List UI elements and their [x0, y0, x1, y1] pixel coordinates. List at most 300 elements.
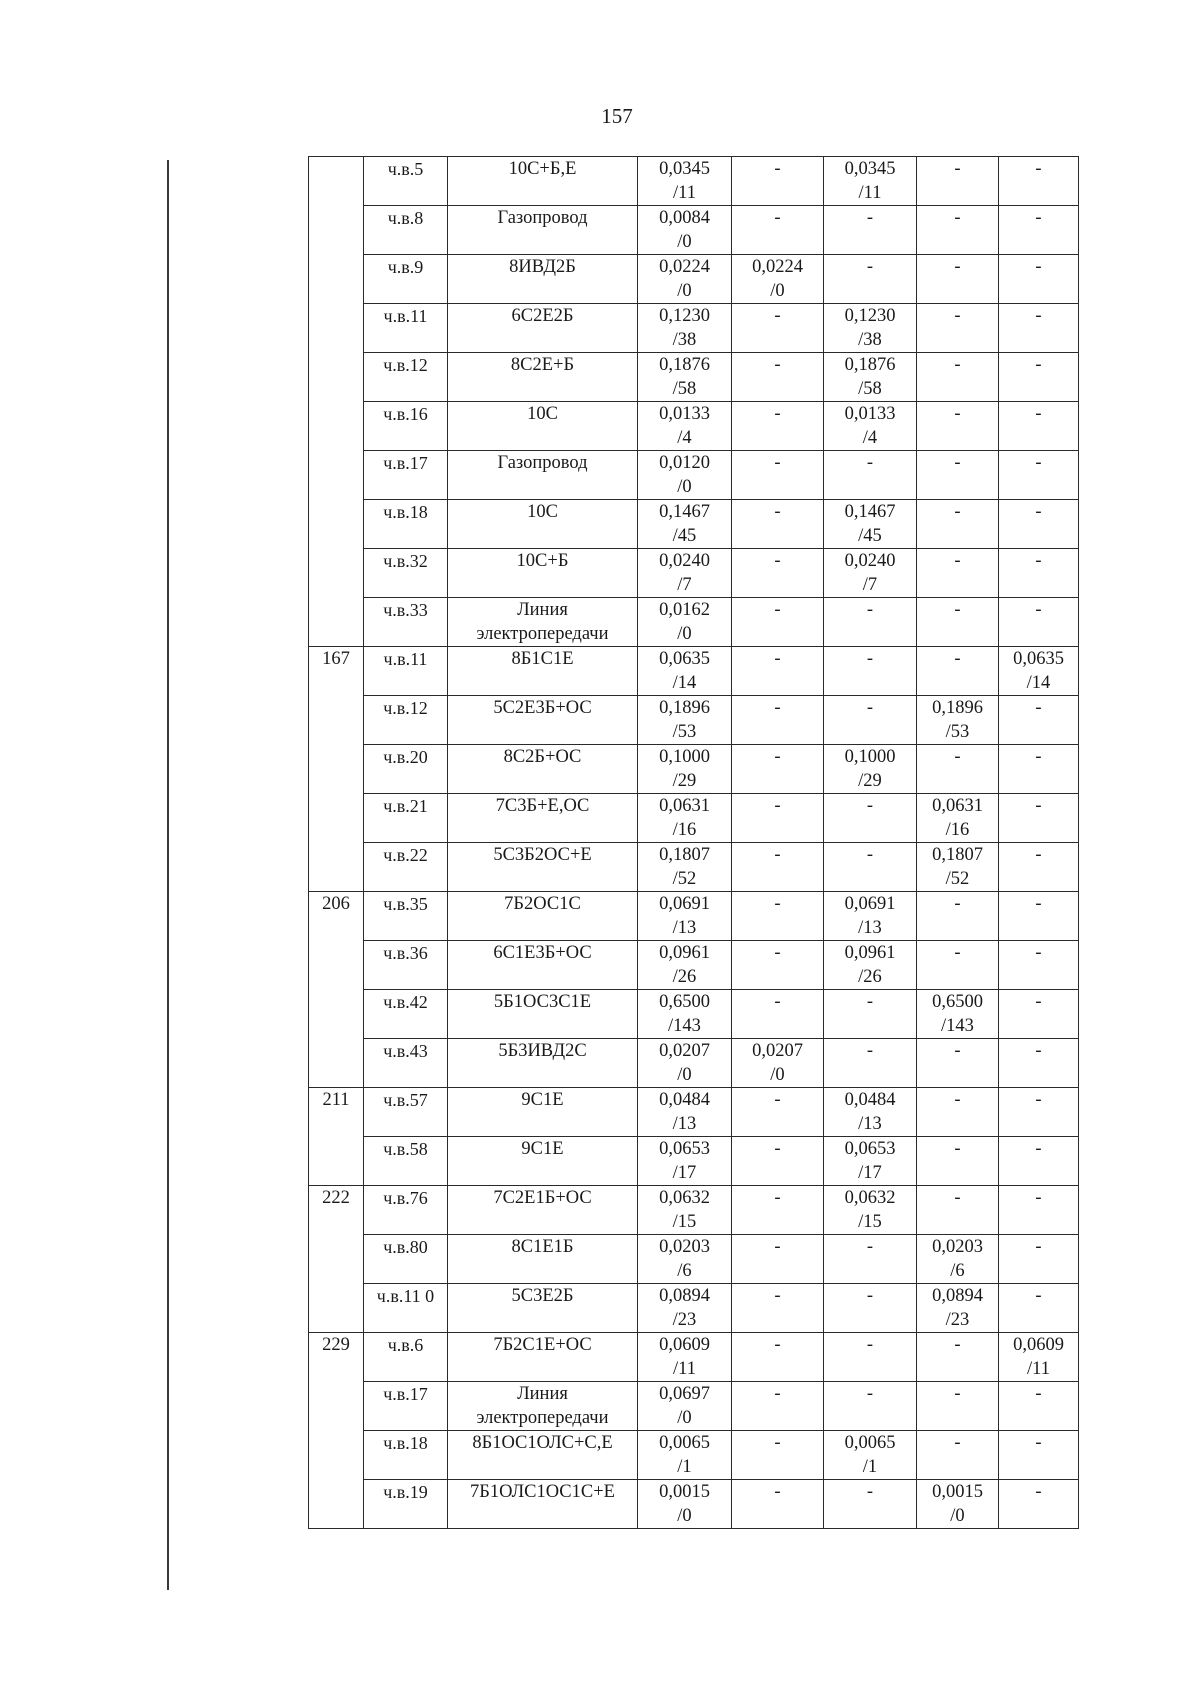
volume-value: /6: [950, 1261, 965, 1281]
composition-cell: 8ИВД2Б: [448, 255, 638, 304]
volume-value: /15: [858, 1212, 882, 1232]
category-1-cell: [732, 451, 824, 500]
area-value: 0,0203: [932, 1237, 983, 1257]
category-3-cell: [917, 1235, 999, 1284]
category-4-cell: [999, 1333, 1079, 1382]
composition-cell: 5С3Б2ОС+Е: [448, 843, 638, 892]
total-area-cell: [638, 402, 732, 451]
volume-value: /0: [770, 281, 785, 301]
category-3-cell: [917, 206, 999, 255]
area-value: 0,0697: [659, 1384, 710, 1404]
volume-value: /0: [677, 624, 692, 644]
category-3-cell: [917, 1186, 999, 1235]
plot-id-cell: ч.в.42: [364, 990, 448, 1039]
composition-cell: 10С: [448, 500, 638, 549]
area-value: -: [1035, 1384, 1042, 1404]
category-1-cell: [732, 696, 824, 745]
area-value: -: [954, 355, 961, 375]
plot-id-cell: ч.в.12: [364, 353, 448, 402]
category-3-cell: [917, 647, 999, 696]
volume-value: /23: [945, 1310, 970, 1330]
category-2-cell: [824, 255, 917, 304]
area-value: 0,0345: [659, 159, 710, 179]
total-area-cell: [638, 255, 732, 304]
volume-value: /26: [858, 967, 882, 987]
area-value: -: [954, 208, 961, 228]
area-value: 0,0240: [659, 551, 710, 571]
category-2-cell: [824, 1235, 917, 1284]
area-value: -: [954, 1188, 961, 1208]
total-area-cell: [638, 1137, 732, 1186]
area-value: -: [954, 453, 961, 473]
category-2-cell: [824, 941, 917, 990]
category-1-cell: [732, 990, 824, 1039]
plot-id-cell: ч.в.9: [364, 255, 448, 304]
category-4-cell: [999, 1382, 1079, 1431]
area-value: -: [774, 992, 781, 1012]
plot-id-cell: ч.в.17: [364, 1382, 448, 1431]
composition-cell: 7Б1ОЛС1ОС1С+Е: [448, 1480, 638, 1529]
category-1-cell: [732, 1088, 824, 1137]
category-2-cell: [824, 1480, 917, 1529]
area-value: -: [954, 747, 961, 767]
volume-value: /52: [945, 869, 970, 889]
forest-plot-table: [308, 156, 1079, 1529]
area-value: -: [774, 747, 781, 767]
area-value: 0,0224: [659, 257, 710, 277]
volume-value: /11: [673, 183, 696, 203]
category-3-cell: [917, 1284, 999, 1333]
area-value: -: [1035, 1188, 1042, 1208]
area-value: 0,0133: [659, 404, 710, 424]
volume-value: /7: [677, 575, 692, 595]
area-value: -: [774, 698, 781, 718]
category-1-cell: [732, 843, 824, 892]
category-4-cell: [999, 843, 1079, 892]
area-value: -: [774, 1237, 781, 1257]
volume-value: /13: [858, 918, 882, 938]
category-1-cell: [732, 1284, 824, 1333]
category-2-cell: [824, 1382, 917, 1431]
volume-value: /14: [1026, 673, 1051, 693]
volume-value: /11: [1027, 1359, 1050, 1379]
category-4-cell: [999, 304, 1079, 353]
category-4-cell: [999, 1235, 1079, 1284]
area-value: -: [1035, 992, 1042, 1012]
area-value: 0,0894: [932, 1286, 983, 1306]
composition-cell: 5С3Е2Б: [448, 1284, 638, 1333]
plot-id-cell: ч.в.21: [364, 794, 448, 843]
plot-id-cell: ч.в.19: [364, 1480, 448, 1529]
area-value: -: [1035, 453, 1042, 473]
category-1-cell: [732, 1137, 824, 1186]
volume-value: /53: [945, 722, 970, 742]
category-4-cell: [999, 255, 1079, 304]
category-2-cell: [824, 451, 917, 500]
category-1-cell: [732, 745, 824, 794]
category-3-cell: [917, 1431, 999, 1480]
total-area-cell: [638, 892, 732, 941]
area-value: -: [774, 1482, 781, 1502]
area-value: -: [866, 992, 874, 1012]
category-3-cell: [917, 745, 999, 794]
total-area-cell: [638, 304, 732, 353]
area-value: -: [866, 698, 874, 718]
area-value: -: [866, 257, 874, 277]
category-3-cell: [917, 500, 999, 549]
total-area-cell: [638, 500, 732, 549]
quarter-number-cell: 229: [309, 1333, 364, 1529]
plot-id-cell: ч.в.20: [364, 745, 448, 794]
area-value: 0,1467: [659, 502, 710, 522]
category-3-cell: [917, 402, 999, 451]
area-value: 0,1000: [659, 747, 710, 767]
area-value: 0,0609: [1013, 1335, 1064, 1355]
area-value: -: [774, 943, 781, 963]
area-value: -: [774, 1188, 781, 1208]
volume-value: /53: [672, 722, 697, 742]
category-4-cell: [999, 1088, 1079, 1137]
volume-value: /6: [677, 1261, 692, 1281]
area-value: -: [1035, 1139, 1042, 1159]
total-area-cell: [638, 598, 732, 647]
volume-value: /0: [677, 477, 692, 497]
total-area-cell: [638, 843, 732, 892]
category-4-cell: [999, 794, 1079, 843]
category-3-cell: [917, 1137, 999, 1186]
volume-value: /16: [672, 820, 697, 840]
category-1-cell: [732, 647, 824, 696]
area-value: -: [954, 551, 961, 571]
area-value: 0,0484: [659, 1090, 710, 1110]
table-row: [309, 157, 1079, 206]
area-value: -: [866, 453, 874, 473]
volume-value: /13: [672, 1114, 697, 1134]
table-row: [309, 353, 1079, 402]
area-value: -: [1035, 208, 1042, 228]
table-row: [309, 402, 1079, 451]
area-value: -: [954, 649, 961, 669]
category-1-cell: [732, 304, 824, 353]
table-row: [309, 843, 1079, 892]
quarter-number-cell: 167: [309, 647, 364, 892]
plot-id-cell: ч.в.6: [364, 1333, 448, 1382]
area-value: -: [1035, 600, 1042, 620]
table-row: [309, 549, 1079, 598]
area-value: -: [774, 355, 781, 375]
area-value: 0,1896: [659, 698, 710, 718]
total-area-cell: [638, 1431, 732, 1480]
area-value: -: [1035, 796, 1042, 816]
composition-cell: 5С2Е3Б+ОС: [448, 696, 638, 745]
total-area-cell: [638, 990, 732, 1039]
volume-value: /1: [862, 1457, 878, 1477]
area-value: -: [1035, 1433, 1042, 1453]
area-value: -: [1035, 1286, 1042, 1306]
composition-cell: 7С3Б+Е,ОС: [448, 794, 638, 843]
area-value: -: [954, 306, 961, 326]
area-value: -: [866, 1286, 874, 1306]
composition-cell: 7Б2С1Е+ОС: [448, 1333, 638, 1382]
composition-cell: 10С+Б,Е: [448, 157, 638, 206]
area-value: -: [1035, 355, 1042, 375]
area-value: 0,0345: [844, 159, 896, 179]
area-value: 0,0632: [659, 1188, 710, 1208]
area-value: -: [1035, 894, 1042, 914]
category-4-cell: [999, 1480, 1079, 1529]
plot-id-cell: ч.в.32: [364, 549, 448, 598]
area-value: -: [1035, 1237, 1042, 1257]
category-2-cell: [824, 598, 917, 647]
category-1-cell: [732, 402, 824, 451]
category-1-cell: [732, 1333, 824, 1382]
composition-cell: 10С: [448, 402, 638, 451]
area-value: 0,1807: [659, 845, 710, 865]
area-value: -: [1035, 257, 1042, 277]
area-value: 0,0015: [932, 1482, 983, 1502]
category-1-cell: [732, 892, 824, 941]
area-value: 0,0207: [659, 1041, 710, 1061]
total-area-cell: [638, 941, 732, 990]
volume-value: /0: [677, 1506, 692, 1526]
area-value: 0,1467: [844, 502, 896, 522]
area-value: -: [1035, 845, 1042, 865]
composition-cell: 8С1Е1Б: [448, 1235, 638, 1284]
category-1-cell: [732, 1186, 824, 1235]
area-value: 0,0691: [659, 894, 710, 914]
volume-value: /11: [858, 183, 882, 203]
area-value: -: [954, 1041, 961, 1061]
category-4-cell: [999, 745, 1079, 794]
category-3-cell: [917, 941, 999, 990]
area-value: -: [954, 159, 961, 179]
area-value: -: [774, 600, 781, 620]
area-value: 0,0065: [844, 1433, 896, 1453]
category-1-cell: [732, 941, 824, 990]
area-value: -: [774, 1090, 781, 1110]
category-1-cell: [732, 1480, 824, 1529]
volume-value: /38: [858, 330, 882, 350]
area-value: -: [774, 159, 781, 179]
area-value: -: [866, 649, 874, 669]
category-3-cell: [917, 843, 999, 892]
total-area-cell: [638, 1333, 732, 1382]
volume-value: /26: [672, 967, 697, 987]
category-4-cell: [999, 451, 1079, 500]
table-row: [309, 1039, 1079, 1088]
area-value: -: [866, 1237, 874, 1257]
category-1-cell: [732, 1431, 824, 1480]
total-area-cell: [638, 549, 732, 598]
table-row: [309, 206, 1079, 255]
volume-value: /0: [677, 281, 692, 301]
table-row: [309, 794, 1079, 843]
area-value: 0,0631: [932, 796, 983, 816]
plot-id-cell: ч.в.33: [364, 598, 448, 647]
area-value: -: [866, 600, 874, 620]
volume-value: /38: [672, 330, 697, 350]
category-2-cell: [824, 402, 917, 451]
category-2-cell: [824, 1186, 917, 1235]
category-4-cell: [999, 1186, 1079, 1235]
volume-value: /11: [673, 1359, 696, 1379]
volume-value: /29: [858, 771, 882, 791]
plot-id-cell: ч.в.35: [364, 892, 448, 941]
table-row: [309, 1284, 1079, 1333]
area-value: 0,0484: [844, 1090, 896, 1110]
category-3-cell: [917, 1480, 999, 1529]
plot-id-cell: ч.в.12: [364, 696, 448, 745]
area-value: -: [866, 1335, 874, 1355]
area-value: -: [1035, 943, 1042, 963]
area-value: 0,1807: [932, 845, 983, 865]
category-2-cell: [824, 304, 917, 353]
table-row: [309, 255, 1079, 304]
category-2-cell: [824, 892, 917, 941]
area-value: -: [774, 796, 781, 816]
margin-line: [167, 160, 169, 1590]
area-value: 0,6500: [932, 992, 983, 1012]
category-4-cell: [999, 206, 1079, 255]
composition-cell: 8С2Е+Б: [448, 353, 638, 402]
area-value: 0,6500: [659, 992, 710, 1012]
quarter-number-cell: [309, 157, 364, 647]
area-value: -: [774, 649, 781, 669]
area-value: -: [774, 502, 781, 522]
area-value: -: [774, 208, 781, 228]
table-row: [309, 1480, 1079, 1529]
volume-value: /0: [677, 1065, 692, 1085]
area-value: -: [774, 1139, 781, 1159]
plot-id-cell: ч.в.11 0: [364, 1284, 448, 1333]
area-value: -: [774, 1433, 781, 1453]
table-row: [309, 696, 1079, 745]
category-4-cell: [999, 1137, 1079, 1186]
category-2-cell: [824, 500, 917, 549]
category-1-cell: [732, 1039, 824, 1088]
volume-value: /17: [672, 1163, 697, 1183]
plot-id-cell: ч.в.58: [364, 1137, 448, 1186]
area-value: -: [1035, 1041, 1042, 1061]
area-value: 0,1876: [844, 355, 896, 375]
category-3-cell: [917, 304, 999, 353]
table-row: [309, 1333, 1079, 1382]
volume-value: /1: [677, 1457, 692, 1477]
area-value: 0,1896: [932, 698, 983, 718]
total-area-cell: [638, 647, 732, 696]
composition-cell: 10С+Б: [448, 549, 638, 598]
table-row: [309, 1382, 1079, 1431]
area-value: -: [1035, 698, 1042, 718]
category-2-cell: [824, 794, 917, 843]
composition-cell: 6С1Е3Б+ОС: [448, 941, 638, 990]
category-4-cell: [999, 1431, 1079, 1480]
area-value: 0,0961: [659, 943, 710, 963]
table-row: [309, 990, 1079, 1039]
area-value: 0,0653: [659, 1139, 710, 1159]
category-2-cell: [824, 353, 917, 402]
composition-cell: 8Б1С1Е: [448, 647, 638, 696]
area-value: -: [774, 306, 781, 326]
area-value: 0,1230: [659, 306, 710, 326]
table-body: [309, 157, 1079, 1529]
category-3-cell: [917, 549, 999, 598]
table-row: [309, 1235, 1079, 1284]
area-value: -: [954, 1335, 961, 1355]
plot-id-cell: ч.в.18: [364, 1431, 448, 1480]
area-value: -: [954, 1384, 961, 1404]
area-value: -: [954, 257, 961, 277]
composition-cell: Газопровод: [448, 451, 638, 500]
table-row: [309, 892, 1079, 941]
table-row: [309, 941, 1079, 990]
area-value: -: [774, 1335, 781, 1355]
table-row: [309, 1431, 1079, 1480]
area-value: -: [954, 943, 961, 963]
category-3-cell: [917, 353, 999, 402]
area-value: -: [954, 404, 961, 424]
area-value: 0,0635: [659, 649, 710, 669]
total-area-cell: [638, 1284, 732, 1333]
category-4-cell: [999, 696, 1079, 745]
plot-id-cell: ч.в.8: [364, 206, 448, 255]
area-value: 0,0631: [659, 796, 710, 816]
composition-cell: 7Б2ОС1С: [448, 892, 638, 941]
area-value: 0,0084: [659, 208, 710, 228]
area-value: -: [954, 600, 961, 620]
area-value: -: [1035, 1482, 1042, 1502]
category-1-cell: [732, 255, 824, 304]
volume-value: /7: [862, 575, 878, 595]
plot-id-cell: ч.в.43: [364, 1039, 448, 1088]
category-3-cell: [917, 1088, 999, 1137]
category-2-cell: [824, 843, 917, 892]
area-value: -: [866, 1482, 874, 1502]
total-area-cell: [638, 1382, 732, 1431]
total-area-cell: [638, 1039, 732, 1088]
category-2-cell: [824, 206, 917, 255]
area-value: 0,1000: [844, 747, 896, 767]
category-2-cell: [824, 549, 917, 598]
category-4-cell: [999, 500, 1079, 549]
area-value: 0,0162: [659, 600, 710, 620]
category-3-cell: [917, 696, 999, 745]
category-1-cell: [732, 206, 824, 255]
category-2-cell: [824, 696, 917, 745]
category-1-cell: [732, 598, 824, 647]
total-area-cell: [638, 745, 732, 794]
area-value: 0,0961: [844, 943, 896, 963]
area-value: -: [954, 1139, 961, 1159]
total-area-cell: [638, 1088, 732, 1137]
area-value: 0,0203: [659, 1237, 710, 1257]
category-1-cell: [732, 500, 824, 549]
category-4-cell: [999, 598, 1079, 647]
composition-cell: 5Б3ИВД2С: [448, 1039, 638, 1088]
area-value: -: [866, 1384, 874, 1404]
volume-value: /14: [672, 673, 697, 693]
composition-cell: Газопровод: [448, 206, 638, 255]
area-value: -: [1035, 747, 1042, 767]
category-4-cell: [999, 941, 1079, 990]
total-area-cell: [638, 1480, 732, 1529]
area-value: -: [866, 1041, 874, 1061]
category-1-cell: [732, 1235, 824, 1284]
category-2-cell: [824, 745, 917, 794]
table-row: [309, 500, 1079, 549]
category-3-cell: [917, 598, 999, 647]
category-3-cell: [917, 794, 999, 843]
